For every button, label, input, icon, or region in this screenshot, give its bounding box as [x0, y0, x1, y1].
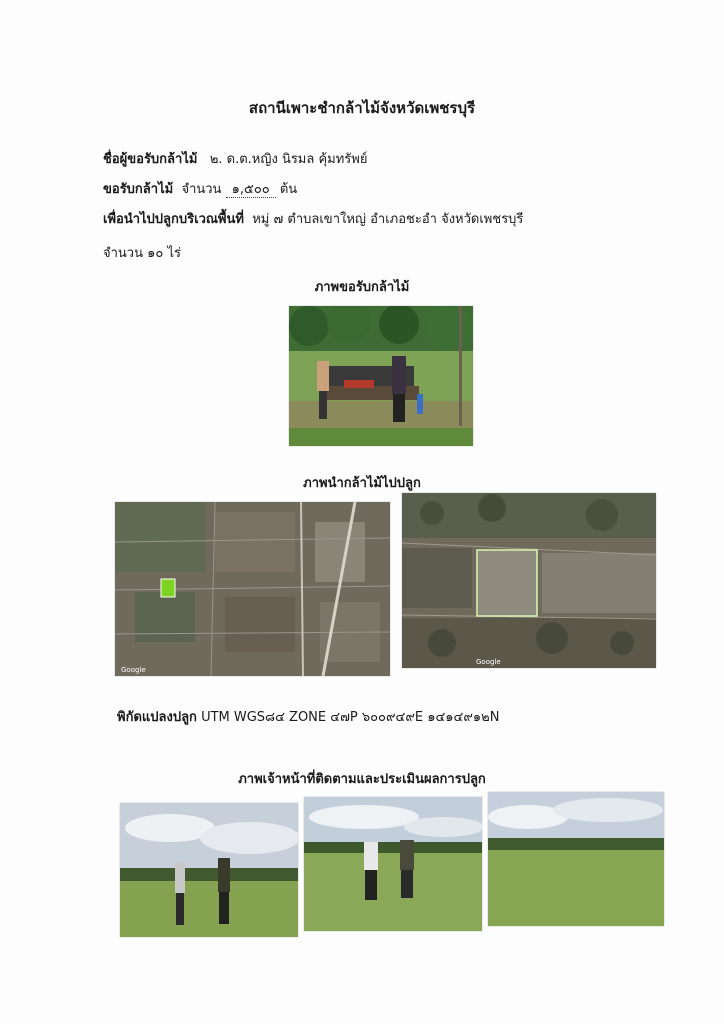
requester-value: ๒. ด.ต.หญิง นิรมล คุ้มทรัพย์ [209, 152, 368, 167]
requester-label: ชื่อผู้ขอรับกล้าไม้ [103, 152, 198, 167]
evaluation-photo-1 [120, 803, 298, 937]
coord-value: UTM WGS๘๔ ZONE ๔๗P ๖๐๐๙๔๙E ๑๔๑๔๙๑๒N [201, 710, 500, 725]
section-receive-title: ภาพขอรับกล้าไม้ [314, 280, 410, 295]
evaluation-photo-3 [488, 792, 664, 926]
map-credit-left: Google [121, 666, 146, 674]
map-credit-right: Google [476, 658, 501, 666]
evaluation-photo-2 [304, 797, 482, 931]
request-line [103, 178, 297, 199]
receive-photo [289, 306, 473, 446]
requester-line [103, 148, 367, 169]
satellite-map-closeup [402, 493, 656, 668]
quantity-unit: ต้น [279, 182, 298, 197]
purpose-line [103, 208, 523, 229]
quantity-prefix: จำนวน [181, 182, 222, 197]
section-evaluation-title: ภาพเจ้าหน้าที่ติดตามและประเมินผลการปลูก [238, 772, 486, 787]
section-planting-title: ภาพนำกล้าไม้ไปปลูก [303, 476, 421, 491]
purpose-label: เพื่อนำไปปลูกบริเวณพื้นที่ [103, 212, 244, 227]
satellite-map-overview [115, 502, 390, 676]
coordinates-line [117, 706, 499, 727]
quantity-value: ๑,๕๐๐ [226, 182, 276, 198]
document-title: สถานีเพาะชำกล้าไม้จังหวัดเพชรบุรี [248, 99, 476, 117]
area-text: จำนวน ๑๐ ไร่ [103, 246, 181, 261]
coord-label: พิกัดแปลงปลูก [117, 710, 197, 725]
purpose-value: หมู่ ๗ ตำบลเขาใหญ่ อำเภอชะอำ จังหวัดเพชรบุรี [252, 212, 524, 227]
request-label: ขอรับกล้าไม้ [103, 182, 174, 197]
